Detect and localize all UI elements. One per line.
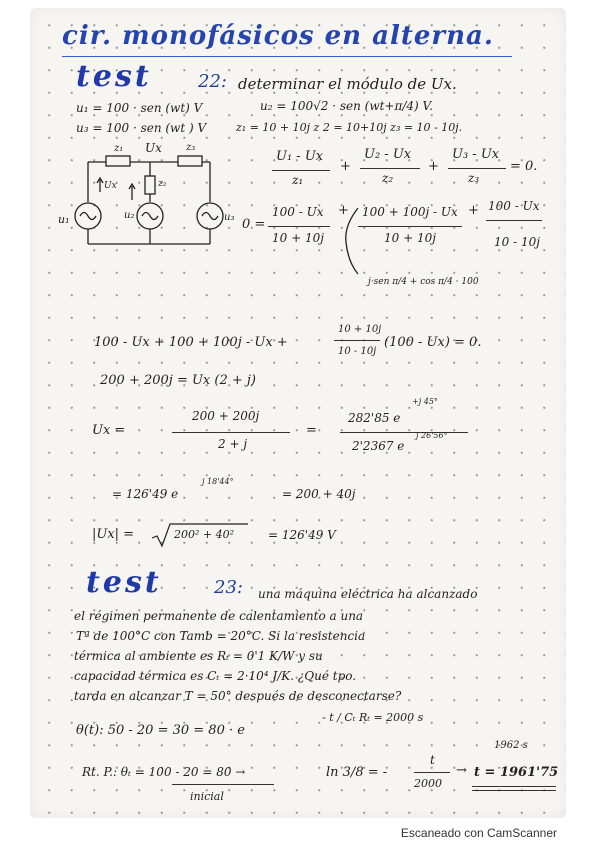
sub-eq-bar2 [358, 226, 462, 227]
problem22-statement: determinar el módulo de Ux. [238, 75, 457, 93]
step1-frac-den: 10 - 10j [338, 346, 377, 357]
ln-equation: ln 3/8 = - [326, 765, 388, 780]
sub-eq-n2: 100 + 100j - Ux [362, 205, 458, 219]
problem23-heading: test [86, 565, 162, 600]
problem23-line-6: tarda en alcanzar T = 50° después de desconectarse? [74, 689, 402, 703]
node-eq-zero: = 0. [510, 159, 538, 174]
node-eq-plus2: + [428, 159, 439, 174]
node-eq-bar3 [448, 168, 506, 169]
circuit-z1-label: z₁ [114, 143, 124, 154]
sub-eq-n3: 100 - Ux [488, 199, 540, 213]
modulus-value: = 126'49 V [268, 528, 336, 542]
z-values: z₁ = 10 + 10j z 2 = 10+10j z₃ = 10 - 10j. [236, 121, 463, 134]
ln-frac-bar [414, 772, 450, 773]
step1-frac-num: 10 + 10j [338, 324, 382, 335]
circuit-ux-branch-label: Ux [104, 181, 117, 191]
ln-frac-den: 2000 [414, 777, 442, 790]
ux-num: 200 + 200j [192, 409, 260, 423]
ux-result-rect: = 200 + 40j [282, 487, 356, 501]
ln-frac-num: t [430, 753, 435, 767]
circuit-ux-label: Ux [145, 141, 162, 155]
sub-eq-d3: 10 - 10j [494, 235, 540, 249]
rt-underline [172, 784, 274, 785]
node-eq-plus1: + [340, 159, 351, 174]
theta-equation: θ(t): 50 - 20 = 30 = 80 · e [76, 723, 245, 738]
node-eq-bar1 [272, 170, 330, 171]
time-result: t = 1961'75 [474, 765, 559, 780]
node-eq-bar2 [360, 168, 420, 169]
u3-definition: u₃ = 100 · sen (wt ) V [76, 121, 207, 135]
sub-eq-plus1: + [338, 203, 349, 218]
step2: 200 + 200j = Ux (2 + j) [100, 373, 256, 388]
node-eq-n2: U₂ - Ux [364, 147, 412, 162]
circuit-u3-label: u₃ [224, 212, 235, 223]
problem23-line-2: el régimen permanente de calentamiento a una [74, 609, 364, 623]
rt-inicial-label: inicial [190, 790, 224, 803]
ux-polar-num: 282'85 e [348, 411, 401, 425]
step1-frac-bar [334, 340, 380, 341]
circuit-z2-label: z₂ [158, 179, 167, 189]
sub-eq-bar1 [268, 226, 330, 227]
sub-eq-side-note: j·sen π/4 + cos π/4 · 100 [368, 277, 479, 287]
node-eq-n1: U₁ - Ux [276, 149, 324, 164]
problem23-line-5: capacidad térmica es Cₜ = 2·10⁴ J/K. ¿Qué tpo. [74, 669, 357, 683]
scanner-watermark: Escaneado con CamScanner [400, 826, 557, 840]
theta-exponent: - t / Cₜ Rₜ = 2000 s [322, 711, 424, 724]
time-result-underline-2 [472, 790, 556, 791]
node-eq-d3: z₃ [468, 171, 480, 185]
problem22-heading: test [76, 59, 152, 94]
ux-result-polar: = 126'49 e [112, 487, 179, 501]
ux-result-polar-exp: j 18'44° [202, 477, 234, 486]
ux-polar-bar [340, 432, 468, 433]
sub-eq-lhs: 0 = [242, 217, 266, 232]
ux-polar-num-exp: +j 45° [412, 397, 438, 406]
circuit-diagram [70, 140, 230, 250]
step1-left: 100 - Ux + 100 + 100j - Ux + [94, 335, 288, 350]
node-eq-d1: z₁ [292, 173, 304, 187]
node-eq-d2: z₂ [382, 171, 394, 185]
modulus-lhs: |Ux| = [92, 527, 135, 542]
time-result-underline [472, 786, 556, 787]
sub-eq-bracket [342, 206, 362, 276]
sub-eq-d1: 10 + 10j [272, 231, 324, 245]
modulus-radicand: 200² + 40² [174, 528, 235, 541]
ux-polar-den-exp: j 26'56° [416, 431, 448, 440]
problem23-number: 23: [214, 577, 243, 598]
u1-definition: u₁ = 100 · sen (wt) V [76, 101, 203, 115]
time-result-rounded: 1962 s [494, 740, 528, 751]
problem23-line-3: Tª de 100°C con Tamb = 20°C. Si la resistencia [76, 629, 366, 643]
problem23-line-1: una máquina eléctrica ha alcanzado [258, 587, 478, 601]
result-arrow: → [456, 763, 467, 778]
ux-equals: = [306, 423, 317, 438]
sub-eq-bar3 [486, 220, 542, 221]
sub-eq-d2: 10 + 10j [384, 231, 436, 245]
circuit-u1-label: u₁ [58, 213, 70, 226]
step1-right: (100 - Ux) = 0. [384, 335, 482, 350]
problem23-line-4: térmica al ambiente es Rₜ = 0'1 K/W y su [74, 649, 323, 663]
node-eq-n3: U₃ - Ux [452, 147, 500, 162]
ux-polar-den: 2'2367 e [352, 439, 405, 453]
problem22-number: 22: [198, 71, 227, 92]
ux-lhs: Ux = [92, 423, 126, 438]
u2-definition: u₂ = 100√2 · sen (wt+π/4) V. [260, 99, 433, 113]
ux-den: 2 + j [218, 437, 248, 451]
sub-eq-plus2: + [468, 203, 479, 218]
page-title: cir. monofásicos en alterna. [62, 21, 494, 51]
circuit-z3-label: z₃ [186, 142, 196, 153]
sub-eq-n1: 100 - Ux [272, 205, 324, 219]
circuit-u2-label: u₂ [124, 210, 135, 221]
ux-bar [172, 432, 290, 433]
title-underline [62, 56, 512, 57]
rt-equation: Rt. P.: θₜ = 100 - 20 = 80 → [82, 765, 246, 779]
